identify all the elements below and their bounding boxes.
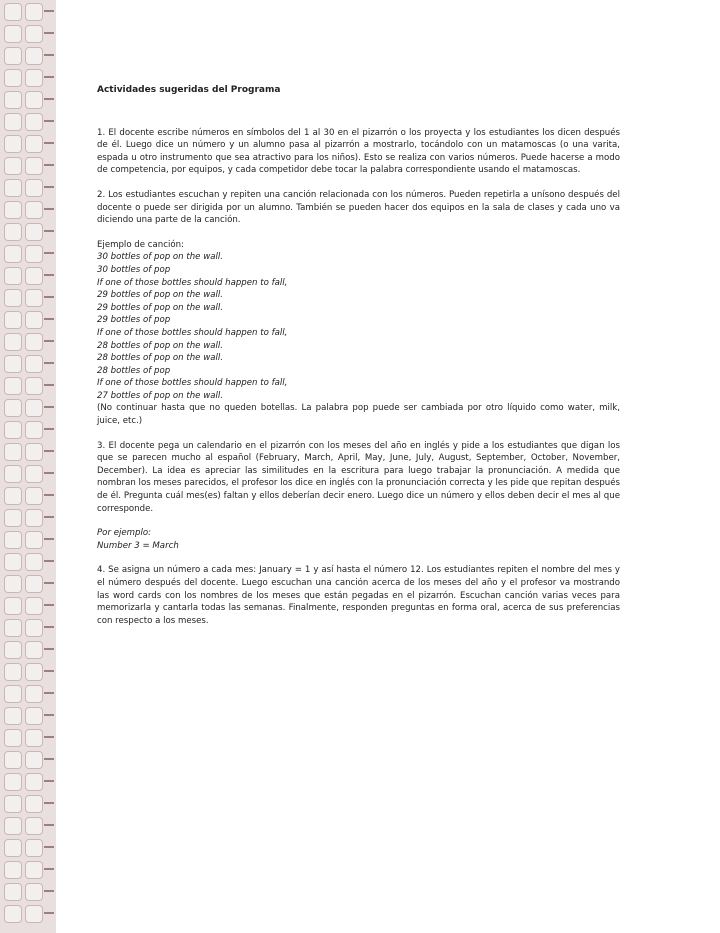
- example-line: Number 3 = March: [97, 540, 179, 551]
- border-tick: [44, 494, 54, 496]
- border-cell: [25, 69, 43, 87]
- border-tick: [44, 538, 54, 540]
- song-line: 28 bottles of pop on the wall.: [97, 353, 223, 364]
- song-example: [97, 239, 620, 428]
- border-cell: [4, 707, 22, 725]
- song-line: 30 bottles of pop on the wall.: [97, 252, 223, 263]
- border-cell: [4, 201, 22, 219]
- border-tick: [44, 868, 54, 870]
- border-cell: [4, 883, 22, 901]
- border-tick: [44, 758, 54, 760]
- border-cell: [25, 223, 43, 241]
- border-tick: [44, 164, 54, 166]
- border-cell: [4, 773, 22, 791]
- border-cell: [25, 311, 43, 329]
- song-line: 30 bottles of pop: [97, 264, 171, 275]
- activity-2: 2. Los estudiantes escuchan y repiten una canción relacionada con los números. Pueden repetirla a unísono después del docente o puede ser dirigida por un alumno. También se pueden hacer dos equipos en la sala de clases y cada uno va diciendo una parte de la canción.: [97, 189, 620, 226]
- border-tick: [44, 142, 54, 144]
- month-example: [97, 527, 620, 552]
- song-line: If one of those bottles should happen to fall,: [97, 277, 288, 288]
- border-tick: [44, 626, 54, 628]
- border-cell: [25, 113, 43, 131]
- border-cell: [25, 531, 43, 549]
- border-cell: [4, 839, 22, 857]
- border-cell: [4, 399, 22, 417]
- border-tick: [44, 780, 54, 782]
- border-cell: [4, 905, 22, 923]
- example-intro: Por ejemplo:: [97, 528, 152, 539]
- activity-1: 1. El docente escribe números en símbolos del 1 al 30 en el pizarrón o los proyecta y los estudiantes los dicen después de él. Luego dice un número y un alumno pasa al pizarrón a mostrarlo, tocándolo con un matamoscas (o una varita, espada u otro instrumento que sea atractivo para los niños). Esto se realiza con varios números. Puede hacerse a modo de competencia, por equipos, y cada competidor debe tocar la palabra correspondiente usando el matamoscas.: [97, 127, 620, 176]
- border-cell: [4, 619, 22, 637]
- border-cell: [25, 663, 43, 681]
- song-intro: Ejemplo de canción:: [97, 239, 184, 250]
- border-tick: [44, 846, 54, 848]
- border-tick: [44, 450, 54, 452]
- border-tick: [44, 318, 54, 320]
- border-cell: [25, 355, 43, 373]
- border-tick: [44, 692, 54, 694]
- border-cell: [25, 179, 43, 197]
- border-cell: [4, 751, 22, 769]
- border-cell: [4, 795, 22, 813]
- song-line: 28 bottles of pop: [97, 365, 171, 376]
- border-cell: [4, 377, 22, 395]
- border-tick: [44, 912, 54, 914]
- border-cell: [4, 861, 22, 879]
- border-cell: [25, 883, 43, 901]
- border-cell: [25, 25, 43, 43]
- border-tick: [44, 120, 54, 122]
- song-line: 29 bottles of pop on the wall.: [97, 302, 223, 313]
- border-cell: [4, 289, 22, 307]
- border-cell: [25, 289, 43, 307]
- border-tick: [44, 670, 54, 672]
- border-cell: [25, 553, 43, 571]
- border-tick: [44, 274, 54, 276]
- border-cell: [4, 421, 22, 439]
- border-tick: [44, 76, 54, 78]
- border-cell: [25, 201, 43, 219]
- border-cell: [4, 509, 22, 527]
- border-tick: [44, 516, 54, 518]
- border-cell: [4, 817, 22, 835]
- border-tick: [44, 10, 54, 12]
- border-tick: [44, 472, 54, 474]
- border-cell: [25, 3, 43, 21]
- border-cell: [25, 575, 43, 593]
- border-cell: [25, 399, 43, 417]
- border-cell: [25, 91, 43, 109]
- border-cell: [25, 685, 43, 703]
- border-cell: [4, 333, 22, 351]
- border-cell: [25, 509, 43, 527]
- border-tick: [44, 296, 54, 298]
- border-tick: [44, 890, 54, 892]
- border-cell: [25, 905, 43, 923]
- border-tick: [44, 32, 54, 34]
- song-line: 27 bottles of pop on the wall.: [97, 390, 223, 401]
- border-ticks: [44, 0, 56, 933]
- border-tick: [44, 98, 54, 100]
- border-tick: [44, 208, 54, 210]
- border-cell: [25, 861, 43, 879]
- border-cell: [4, 531, 22, 549]
- border-cell: [4, 223, 22, 241]
- border-tick: [44, 824, 54, 826]
- border-cell: [4, 69, 22, 87]
- border-cell: [4, 575, 22, 593]
- border-tick: [44, 648, 54, 650]
- border-cell: [4, 157, 22, 175]
- border-cell: [4, 135, 22, 153]
- border-cell: [25, 267, 43, 285]
- border-tick: [44, 428, 54, 430]
- border-tick: [44, 736, 54, 738]
- border-cell: [25, 773, 43, 791]
- border-tick: [44, 802, 54, 804]
- border-cell: [25, 839, 43, 857]
- border-cell: [25, 707, 43, 725]
- border-cell: [4, 597, 22, 615]
- border-tick: [44, 582, 54, 584]
- border-cell: [4, 3, 22, 21]
- document-body: [97, 78, 620, 639]
- border-tick: [44, 186, 54, 188]
- border-cell: [25, 47, 43, 65]
- border-cell: [25, 443, 43, 461]
- border-cell: [25, 333, 43, 351]
- song-line: If one of those bottles should happen to fall,: [97, 327, 288, 338]
- song-line: 28 bottles of pop on the wall.: [97, 340, 223, 351]
- border-cell: [4, 47, 22, 65]
- border-cell: [4, 443, 22, 461]
- border-tick: [44, 714, 54, 716]
- song-line: 29 bottles of pop: [97, 315, 171, 326]
- border-cell: [4, 311, 22, 329]
- border-cell: [25, 135, 43, 153]
- border-tick: [44, 54, 54, 56]
- border-cell: [4, 355, 22, 373]
- border-cell: [4, 245, 22, 263]
- border-cell: [4, 25, 22, 43]
- decorative-border: [0, 0, 56, 933]
- activity-3: 3. El docente pega un calendario en el pizarrón con los meses del año en inglés y pide a los estudiantes que digan los que se parecen mucho al español (February, March, April, May, June, July, August, September, October, November, December). La idea es apreciar las similitudes en la escritura para luego trabajar la pronunciación. A medida que nombran los meses parecidos, el profesor los dice en inglés con la pronunciación correcta y les pide que repitan después de él. Pregunta cuál mes(es) faltan y ellos deberían decir enero. Luego dice un número y ellos deben decir el mes al que corresponde.: [97, 440, 620, 514]
- border-cell: [25, 729, 43, 747]
- border-cell: [25, 421, 43, 439]
- border-tick: [44, 252, 54, 254]
- border-cell: [4, 685, 22, 703]
- song-line: 29 bottles of pop on the wall.: [97, 290, 223, 301]
- border-cell: [25, 465, 43, 483]
- border-cell: [25, 597, 43, 615]
- border-cell: [25, 817, 43, 835]
- border-tick: [44, 604, 54, 606]
- border-cell: [4, 179, 22, 197]
- border-cell: [4, 553, 22, 571]
- border-cell: [25, 641, 43, 659]
- border-tick: [44, 560, 54, 562]
- border-cell: [4, 663, 22, 681]
- border-cell: [4, 113, 22, 131]
- border-cell: [25, 487, 43, 505]
- border-cell: [4, 267, 22, 285]
- border-tick: [44, 340, 54, 342]
- border-tick: [44, 384, 54, 386]
- song-note: (No continuar hasta que no queden botellas. La palabra pop puede ser cambiada por otro líquido como water, milk, juice, etc.): [97, 403, 620, 427]
- border-tick: [44, 406, 54, 408]
- border-cell: [25, 377, 43, 395]
- border-cell: [25, 157, 43, 175]
- document-title: Actividades sugeridas del Programa: [97, 85, 281, 95]
- border-cell: [25, 619, 43, 637]
- song-line: If one of those bottles should happen to fall,: [97, 378, 288, 389]
- border-cell: [25, 795, 43, 813]
- border-cell: [4, 91, 22, 109]
- border-cell: [4, 641, 22, 659]
- border-cell: [4, 487, 22, 505]
- border-cell: [25, 245, 43, 263]
- activity-4: 4. Se asigna un número a cada mes: January = 1 y así hasta el número 12. Los estudiantes repiten el nombre del mes y el número después del docente. Luego escuchan una canción acerca de los meses del año y el profesor va mostrando las word cards con los nombres de los meses que están pegadas en el pizarrón. Escuchan canción varias veces para memorizarla y cantarla todas las semanas. Finalmente, responden preguntas en forma oral, acerca de sus preferencias con respecto a los meses.: [97, 565, 620, 626]
- border-cell: [25, 751, 43, 769]
- border-tick: [44, 362, 54, 364]
- border-cell: [4, 465, 22, 483]
- border-cell: [4, 729, 22, 747]
- border-tick: [44, 230, 54, 232]
